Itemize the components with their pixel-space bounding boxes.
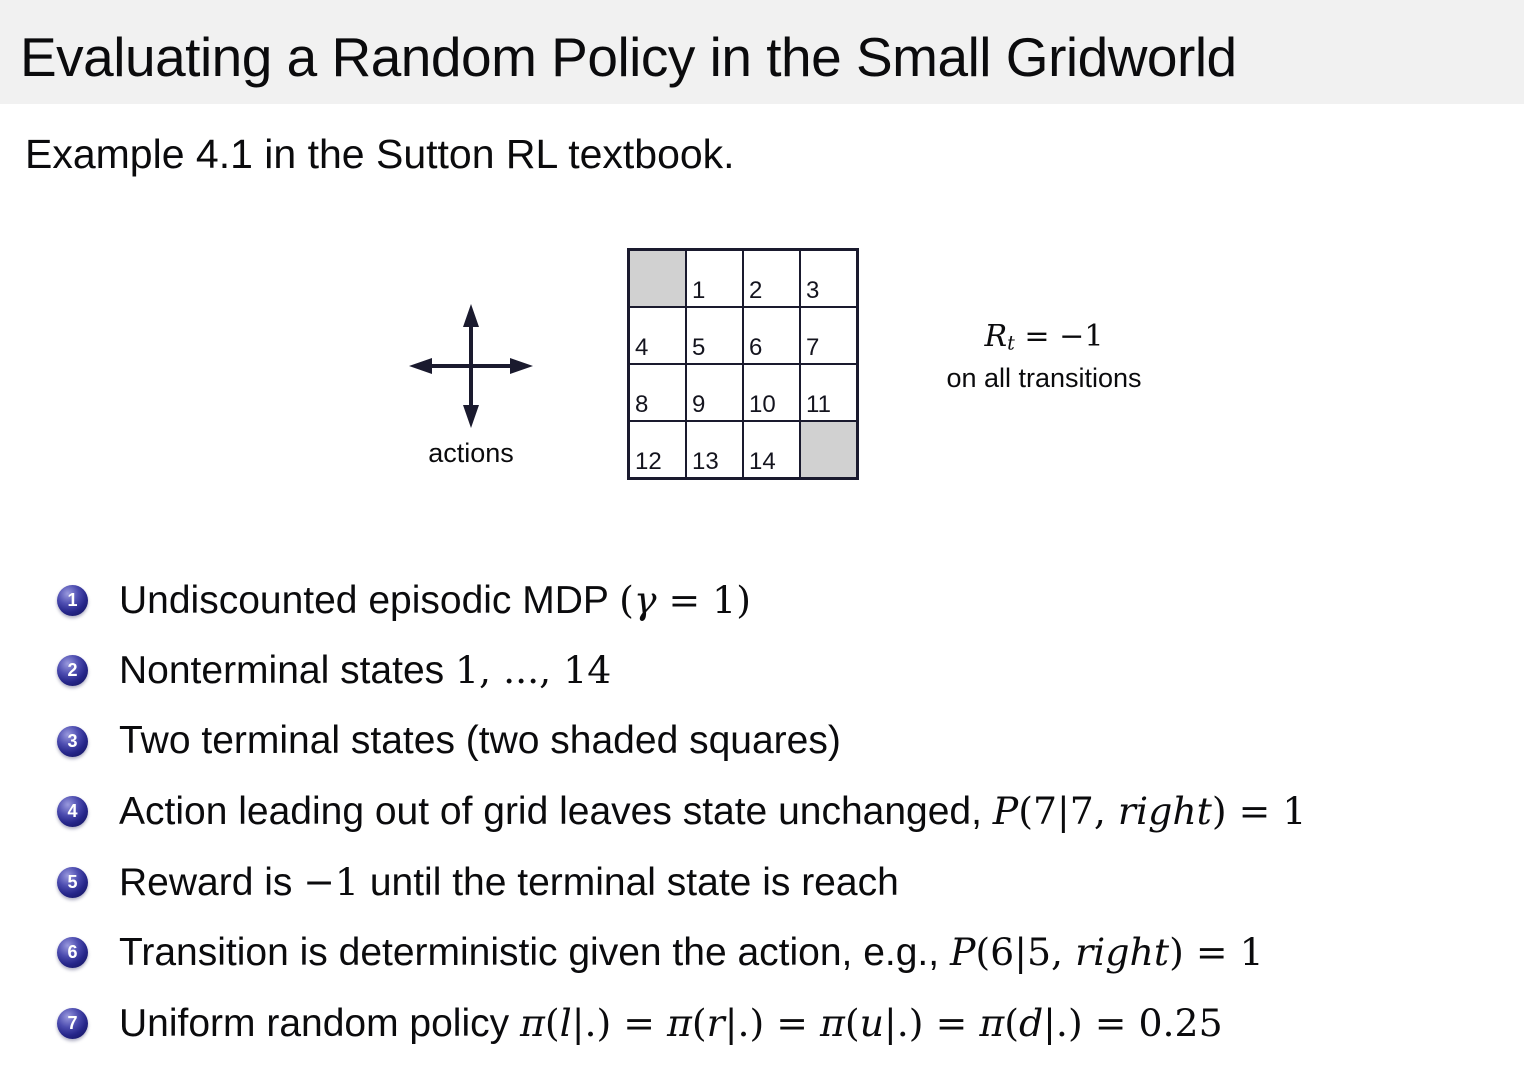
text-segment: (7|7, (1018, 789, 1118, 833)
grid-cell (800, 364, 857, 421)
page-title: Evaluating a Random Policy in the Small Gridworld (20, 26, 1237, 88)
list-item (57, 789, 1306, 835)
item-text (119, 860, 899, 905)
text-segment: |.) = 0.25 (1043, 1000, 1223, 1045)
list-item (57, 577, 1306, 623)
item-text (119, 578, 751, 623)
grid-cell (629, 307, 686, 364)
text-segment: π (519, 1000, 545, 1045)
cell-number: 4 (635, 334, 649, 361)
text-segment: ( (691, 1000, 707, 1045)
gridworld-grid (627, 248, 859, 480)
text-segment: −1 (303, 859, 359, 904)
grid-cell (800, 250, 857, 307)
cell-number: 11 (806, 391, 831, 418)
text-segment: R (984, 319, 1008, 354)
cell-number: 3 (806, 277, 820, 304)
text-segment: = 1) (656, 577, 752, 622)
list-item (57, 718, 1306, 764)
actions-cross-icon (405, 300, 537, 432)
cell-number: 1 (692, 277, 706, 304)
item-number-ball: 3 (57, 726, 88, 757)
item-text (119, 719, 841, 763)
text-segment: γ (633, 577, 657, 622)
grid-cell (686, 364, 743, 421)
reward-formula (898, 316, 1190, 363)
cell-number: 8 (635, 391, 649, 418)
list-item (57, 1000, 1306, 1046)
grid-cell (629, 364, 686, 421)
text-segment: |.) = (884, 1000, 980, 1045)
text-segment: ( (544, 1000, 560, 1045)
grid-cell (743, 421, 800, 478)
text-segment: until the terminal state is reach (359, 860, 899, 904)
item-number-ball: 7 (57, 1008, 88, 1039)
actions-label: actions (428, 438, 514, 468)
item-number-ball: 2 (57, 655, 88, 686)
subtitle: Example 4.1 in the Sutton RL textbook. (25, 131, 735, 177)
item-text (119, 930, 1264, 975)
list-item (57, 859, 1306, 905)
cell-number: 14 (749, 448, 776, 475)
text-segment: u (859, 1000, 885, 1045)
cell-number: 9 (692, 391, 706, 418)
cell-number: 2 (749, 277, 763, 304)
slide-title-bar (0, 0, 1524, 104)
cell-number: 6 (749, 334, 763, 361)
text-segment: |.) = (571, 1000, 667, 1045)
text-segment: Undiscounted episodic MDP (119, 578, 620, 622)
text-segment: ( (1004, 1000, 1019, 1045)
list-item (57, 930, 1306, 976)
item-number-ball: 5 (57, 867, 88, 898)
grid-cell (743, 250, 800, 307)
text-segment: d (1018, 1000, 1044, 1045)
text-segment: π (667, 1000, 692, 1045)
text-segment: ( (844, 1000, 860, 1045)
cell-number: 7 (806, 334, 820, 361)
text-segment: P (992, 789, 1019, 833)
cell-number: 12 (635, 448, 662, 475)
text-segment: t (1007, 331, 1015, 355)
grid-cell (686, 307, 743, 364)
text-segment: 1, ..., 14 (454, 648, 612, 692)
text-segment: right (1117, 789, 1212, 833)
text-segment: ) = 1 (1169, 930, 1264, 974)
grid-cell (686, 421, 743, 478)
text-segment: π (820, 1000, 845, 1045)
terminal-cell (629, 250, 686, 307)
reward-note (898, 316, 1190, 393)
text-segment: (6|5, (975, 930, 1076, 974)
text-segment: Action leading out of grid leaves state unchanged, (119, 790, 993, 833)
grid-cell (686, 250, 743, 307)
text-segment: P (949, 930, 976, 974)
item-number-ball: 1 (57, 585, 88, 616)
text-segment: Transition is deterministic given the action, e.g., (119, 931, 950, 974)
text-segment: ) = 1 (1211, 789, 1307, 833)
enumerated-list (57, 577, 1306, 1046)
grid-cell (800, 307, 857, 364)
item-number-ball: 6 (57, 937, 88, 968)
cell-number: 5 (692, 334, 706, 361)
item-text (119, 1001, 1223, 1046)
text-segment: right (1075, 930, 1170, 974)
text-segment: Uniform random policy (119, 1001, 520, 1045)
text-segment: l (559, 1000, 572, 1045)
text-segment: |.) = (724, 1000, 821, 1045)
list-item (57, 648, 1306, 694)
terminal-cell (800, 421, 857, 478)
grid-cell (743, 307, 800, 364)
item-text (119, 789, 1306, 834)
grid-cell (743, 364, 800, 421)
item-text (119, 648, 611, 693)
grid-cell (629, 421, 686, 478)
item-number-ball: 4 (57, 796, 88, 827)
cell-number: 10 (749, 391, 776, 418)
text-segment: Reward is (119, 860, 304, 904)
text-segment: π (979, 1000, 1005, 1045)
text-segment: ( (619, 577, 634, 622)
text-segment: Nonterminal states (119, 649, 455, 692)
reward-caption: on all transitions (946, 363, 1142, 394)
cell-number: 13 (692, 448, 719, 475)
text-segment: = −1 (1014, 319, 1104, 354)
text-segment: r (706, 1000, 725, 1045)
text-segment: Two terminal states (two shaded squares) (119, 719, 841, 762)
